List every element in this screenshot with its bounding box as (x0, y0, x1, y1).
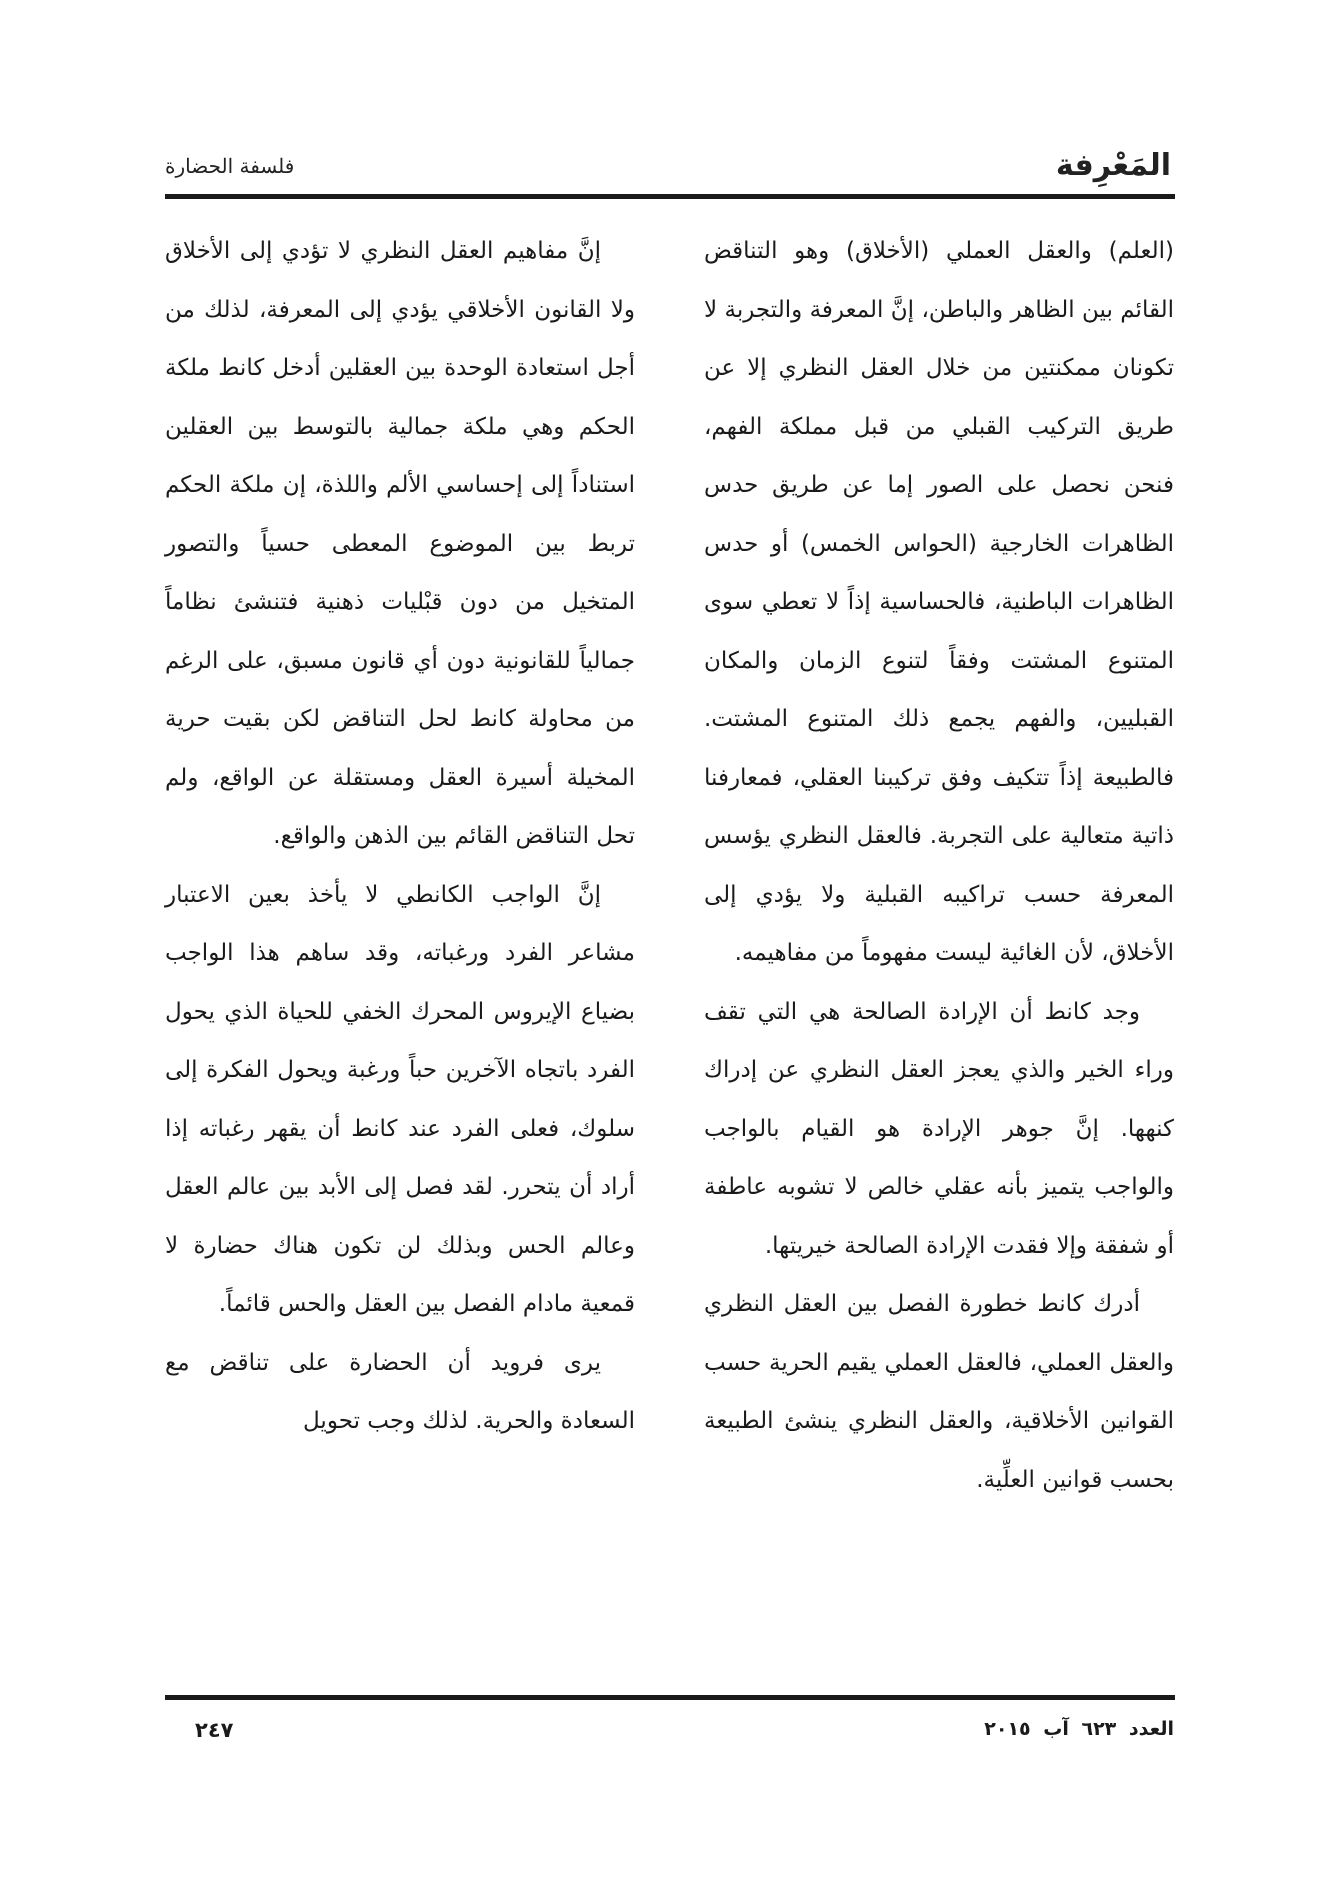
paragraph: (العلم) والعقل العملي (الأخلاق) وهو التناقض القائم بين الظاهر والباطن، إنَّ المعرفة والتجربة لا تكونان ممكنتين من خلال العقل النظري إلا عن طريق التركيب القبلي من قبل مملكة الفهم، فنحن نحصل على الصور إما عن طريق حدس الظاهرات الخارجية (الحواس الخمس) أو حدس الظاهرات الباطنية، فالحساسية إذاً لا تعطي سوى المتنوع المشتت وفقاً لتنوع الزمان والمكان القبليين، والفهم يجمع ذلك المتنوع المشتت. فالطبيعة إذاً تتكيف وفق تركيبنا العقلي، فمعارفنا ذاتية متعالية على التجربة. فالعقل النظري يؤسس المعرفة حسب تراكيبه القبلية ولا يؤدي إلى الأخلاق، لأن الغائية ليست مفهوماً من مفاهيمه. (704, 238, 1174, 966)
page-header (0, 148, 1339, 188)
paragraph: إنَّ الواجب الكانطي لا يأخذ بعين الاعتبار مشاعر الفرد ورغباته، وقد ساهم هذا الواجب بضياع الإيروس المحرك الخفي للحياة الذي يحول الفرد باتجاه الآخرين حباً ورغبة ويحول الفكرة إلى سلوك، فعلى الفرد عند كانط أن يقهر رغباته إذا أراد أن يتحرر. لقد فصل إلى الأبد بين عالم العقل وعالم الحس وبذلك لن تكون هناك حضارة لا قمعية مادام الفصل بين العقل والحس قائماً. (165, 881, 635, 1317)
left-column (165, 222, 635, 1451)
paragraph: وجد كانط أن الإرادة الصالحة هي التي تقف وراء الخير والذي يعجز العقل النظري عن إدراك كنهها. إنَّ جوهر الإرادة هو القيام بالواجب والواجب يتميز بأنه عقلي خالص لا تشوبه عاطفة أو شفقة وإلا فقدت الإرادة الصالحة خيريتها. (704, 998, 1174, 1259)
section-title: فلسفة الحضارة (165, 154, 295, 178)
page-footer (0, 1718, 1339, 1758)
header-rule (165, 194, 1175, 199)
paragraph: يرى فرويد أن الحضارة على تناقض مع السعادة والحرية. لذلك وجب تحويل (165, 1349, 635, 1434)
issue-info: العدد ٦٢٣ آب ٢٠١٥ (984, 1718, 1174, 1740)
journal-logo: المَعْرِفة (1055, 148, 1171, 183)
paragraph: أدرك كانط خطورة الفصل بين العقل النظري والعقل العملي، فالعقل العملي يقيم الحرية حسب القوانين الأخلاقية، والعقل النظري ينشئ الطبيعة بحسب قوانين العلِّية. (704, 1291, 1174, 1493)
right-column (704, 222, 1174, 1509)
paragraph: إنَّ مفاهيم العقل النظري لا تؤدي إلى الأخلاق ولا القانون الأخلاقي يؤدي إلى المعرفة، لذلك من أجل استعادة الوحدة بين العقلين أدخل كانط ملكة الحكم وهي ملكة جمالية بالتوسط بين العقلين استناداً إلى إحساسي الألم واللذة، إن ملكة الحكم تربط بين الموضوع المعطى حسياً والتصور المتخيل من دون قبْليات ذهنية فتنشئ نظاماً جمالياً للقانونية دون أي قانون مسبق، على الرغم من محاولة كانط لحل التناقض لكن بقيت حرية المخيلة أسيرة العقل ومستقلة عن الواقع، ولم تحل التناقض القائم بين الذهن والواقع. (165, 238, 635, 849)
footer-rule (165, 1695, 1175, 1700)
page-number: ٢٤٧ (195, 1718, 234, 1742)
